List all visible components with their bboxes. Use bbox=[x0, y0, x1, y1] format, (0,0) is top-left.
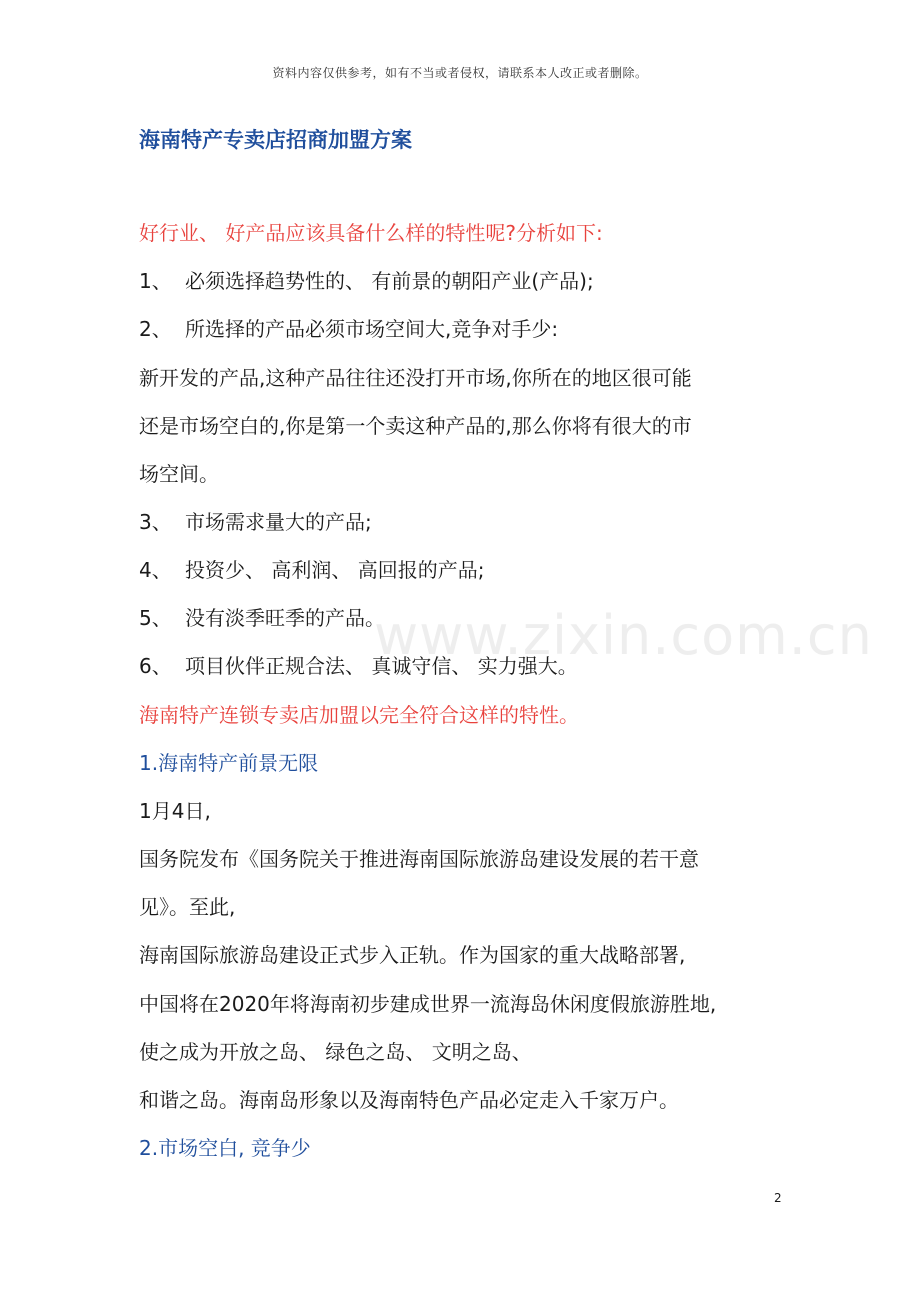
section-1-line-6: 使之成为开放之岛、 绿色之岛、 文明之岛、 bbox=[139, 1040, 532, 1064]
watermark: www.zixin.com.cn bbox=[374, 604, 873, 667]
criterion-2-text: 所选择的产品必须市场空间大,竞争对手少: bbox=[185, 317, 559, 341]
criterion-2-detail-line-3: 场空间。 bbox=[139, 462, 219, 486]
section-1-line-1: 1月4日, bbox=[139, 799, 211, 823]
criterion-3-number: 3、 bbox=[139, 510, 172, 534]
conclusion-text: 海南特产连锁专卖店加盟以完全符合这样的特性。 bbox=[139, 703, 579, 727]
section-1-line-3: 见》。至此, bbox=[139, 895, 236, 919]
page-number: 2 bbox=[774, 1191, 782, 1205]
document-title: 海南特产专卖店招商加盟方案 bbox=[139, 128, 412, 152]
criterion-1-number: 1、 bbox=[139, 269, 172, 293]
intro-question: 好行业、 好产品应该具备什么样的特性呢?分析如下: bbox=[139, 221, 603, 245]
section-1-heading: 1.海南特产前景无限 bbox=[139, 751, 319, 775]
criterion-6 bbox=[139, 652, 578, 680]
criterion-1 bbox=[139, 267, 594, 295]
criterion-3-text: 市场需求量大的产品; bbox=[185, 510, 372, 534]
criterion-2-detail-line-1: 新开发的产品,这种产品往往还没打开市场,你所在的地区很可能 bbox=[139, 366, 692, 390]
section-2-heading: 2.市场空白, 竞争少 bbox=[139, 1136, 311, 1160]
criterion-4 bbox=[139, 556, 484, 584]
criterion-3 bbox=[139, 508, 372, 536]
criterion-2-detail-line-2: 还是市场空白的,你是第一个卖这种产品的,那么你将有很大的市 bbox=[139, 414, 692, 438]
criterion-4-number: 4、 bbox=[139, 558, 172, 582]
section-1-line-7: 和谐之岛。海南岛形象以及海南特色产品必定走入千家万户。 bbox=[139, 1088, 679, 1112]
section-1-line-4: 海南国际旅游岛建设正式步入正轨。作为国家的重大战略部署, bbox=[139, 943, 686, 967]
criterion-6-text: 项目伙伴正规合法、 真诚守信、 实力强大。 bbox=[185, 654, 578, 678]
header-disclaimer: 资料内容仅供参考，如有不当或者侵权，请联系本人改正或者删除。 bbox=[272, 66, 648, 80]
criterion-6-number: 6、 bbox=[139, 654, 172, 678]
section-1-line-2: 国务院发布《国务院关于推进海南国际旅游岛建设发展的若干意 bbox=[139, 847, 699, 871]
criterion-1-text: 必须选择趋势性的、 有前景的朝阳产业(产品); bbox=[185, 269, 594, 293]
criterion-5-number: 5、 bbox=[139, 606, 172, 630]
criterion-2-number: 2、 bbox=[139, 317, 172, 341]
criterion-4-text: 投资少、 高利润、 高回报的产品; bbox=[185, 558, 485, 582]
section-1-line-5: 中国将在2020年将海南初步建成世界一流海岛休闲度假旅游胜地, bbox=[139, 992, 717, 1016]
criterion-5-text: 没有淡季旺季的产品。 bbox=[185, 606, 385, 630]
criterion-2 bbox=[139, 315, 558, 343]
criterion-5 bbox=[139, 604, 385, 632]
